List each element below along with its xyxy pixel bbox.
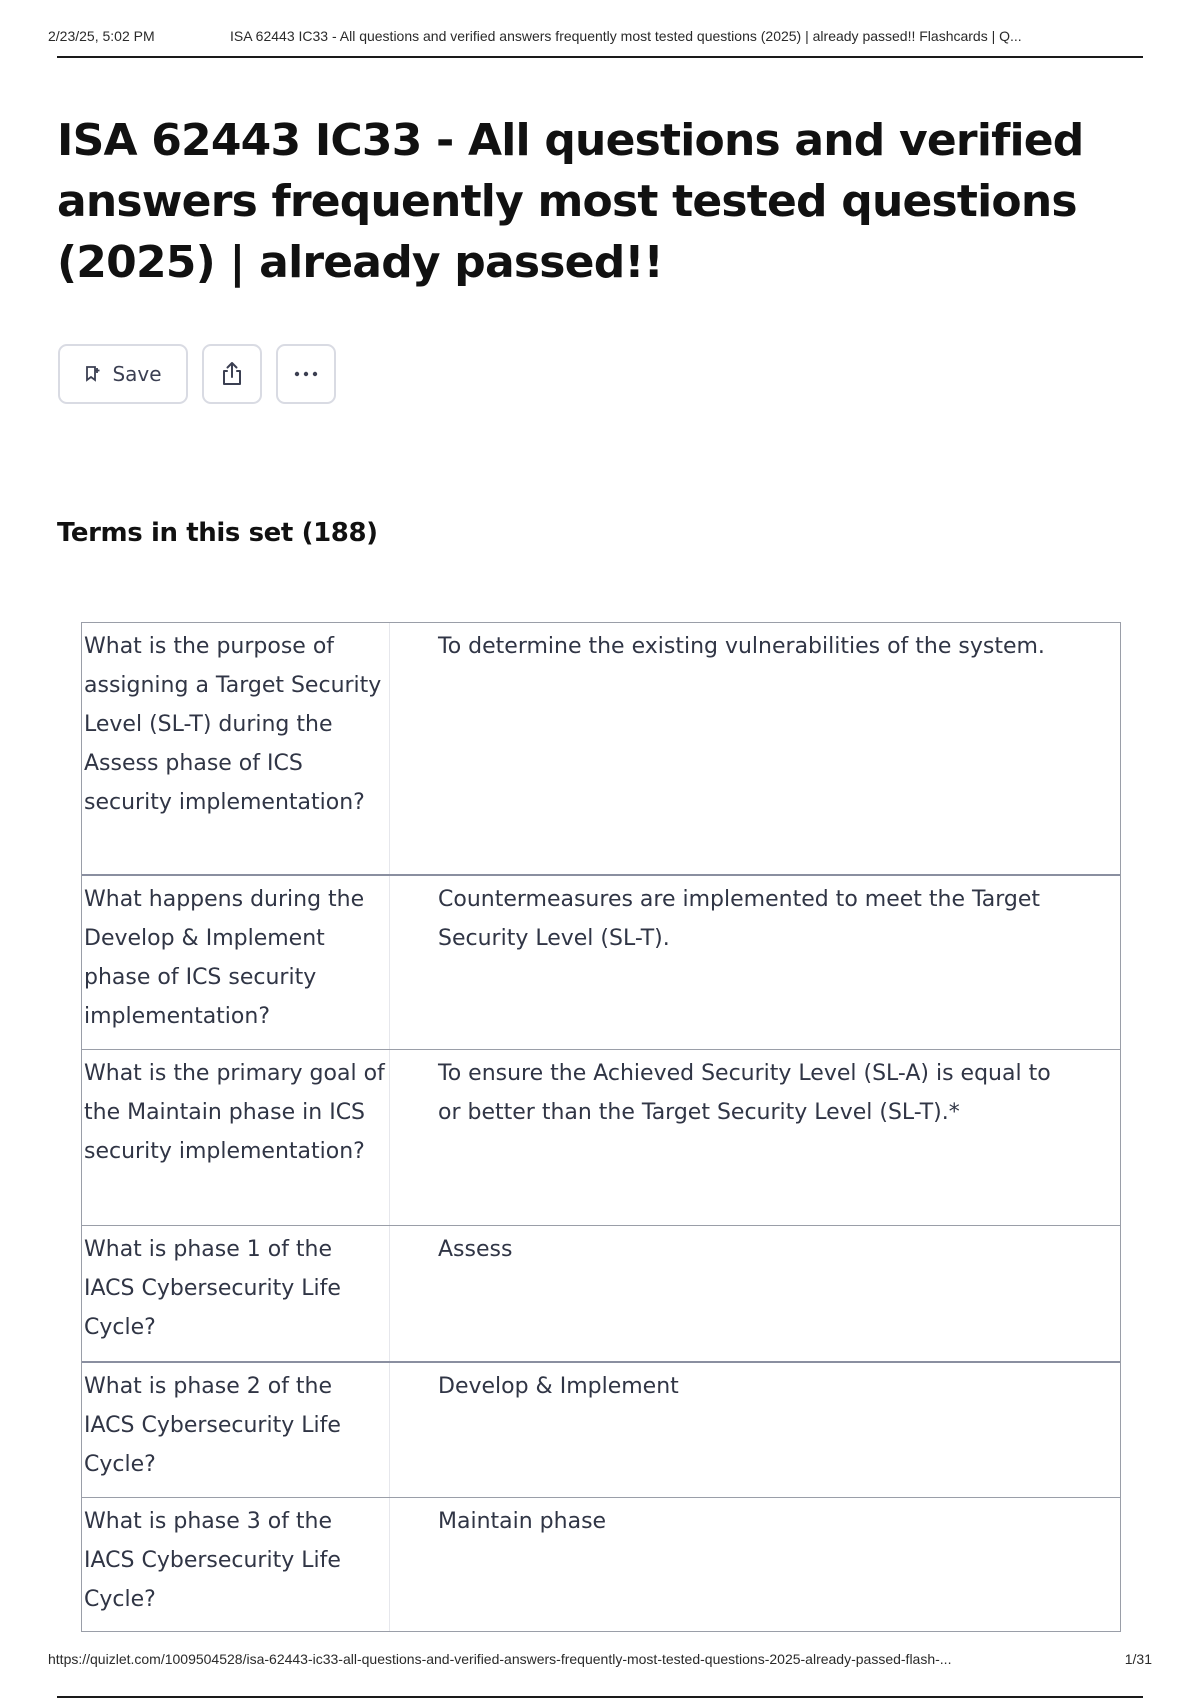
share-button[interactable]	[202, 344, 262, 404]
flashcard-row	[82, 874, 1120, 1049]
share-icon	[218, 360, 246, 388]
card-term: What is phase 3 of the IACS Cybersecurity Life Cycle?	[82, 1498, 390, 1631]
save-label: Save	[112, 362, 162, 386]
card-definition: Countermeasures are implemented to meet the Target Security Level (SL-T).	[438, 887, 1041, 951]
flashcard-row	[82, 1361, 1120, 1497]
footer-divider	[57, 1696, 1143, 1698]
card-definition: Develop & Implement	[438, 1374, 679, 1399]
terms-heading: Terms in this set (188)	[57, 518, 378, 548]
card-term: What is phase 1 of the IACS Cybersecurity Life Cycle?	[82, 1226, 390, 1361]
flashcard-row	[82, 1049, 1120, 1225]
card-definition: Assess	[438, 1237, 513, 1262]
page-title: ISA 62443 IC33 - All questions and verified answers frequently most tested questions (2025) | already passed!!	[57, 115, 1084, 288]
page-number: 1/31	[1124, 1651, 1152, 1667]
card-term: What happens during the Develop & Implement phase of ICS security implementation?	[82, 876, 390, 1049]
save-button[interactable]	[58, 344, 188, 404]
card-definition: To ensure the Achieved Security Level (SL-A) is equal to or better than the Target Security Level (SL-T).*	[438, 1061, 1051, 1125]
header-divider	[57, 56, 1143, 58]
card-term: What is phase 2 of the IACS Cybersecurity Life Cycle?	[82, 1363, 390, 1497]
card-definition: Maintain phase	[438, 1509, 607, 1534]
card-definition: To determine the existing vulnerabilities of the system.	[438, 634, 1045, 659]
flashcard-row	[82, 623, 1120, 874]
flashcard-table	[81, 622, 1121, 1632]
action-bar	[58, 344, 336, 404]
flashcard-row	[82, 1225, 1120, 1361]
more-options-button[interactable]	[276, 344, 336, 404]
flashcard-row	[82, 1497, 1120, 1631]
print-doc-title: ISA 62443 IC33 - All questions and verified answers frequently most tested questions (2025) | already passed!! Flashcards | Q...	[230, 28, 1022, 44]
print-header	[48, 28, 1144, 44]
save-icon	[84, 365, 102, 383]
print-url: https://quizlet.com/1009504528/isa-62443-ic33-all-questions-and-verified-answers-frequently-most-tested-questions-2025-already-passed-flash-...	[48, 1651, 952, 1667]
more-icon	[292, 370, 320, 378]
card-term: What is the purpose of assigning a Target Security Level (SL-T) during the Assess phase of ICS security implementation?	[82, 623, 390, 874]
print-footer	[48, 1651, 1152, 1667]
print-date: 2/23/25, 5:02 PM	[48, 28, 155, 44]
card-term: What is the primary goal of the Maintain phase in ICS security implementation?	[82, 1050, 390, 1225]
